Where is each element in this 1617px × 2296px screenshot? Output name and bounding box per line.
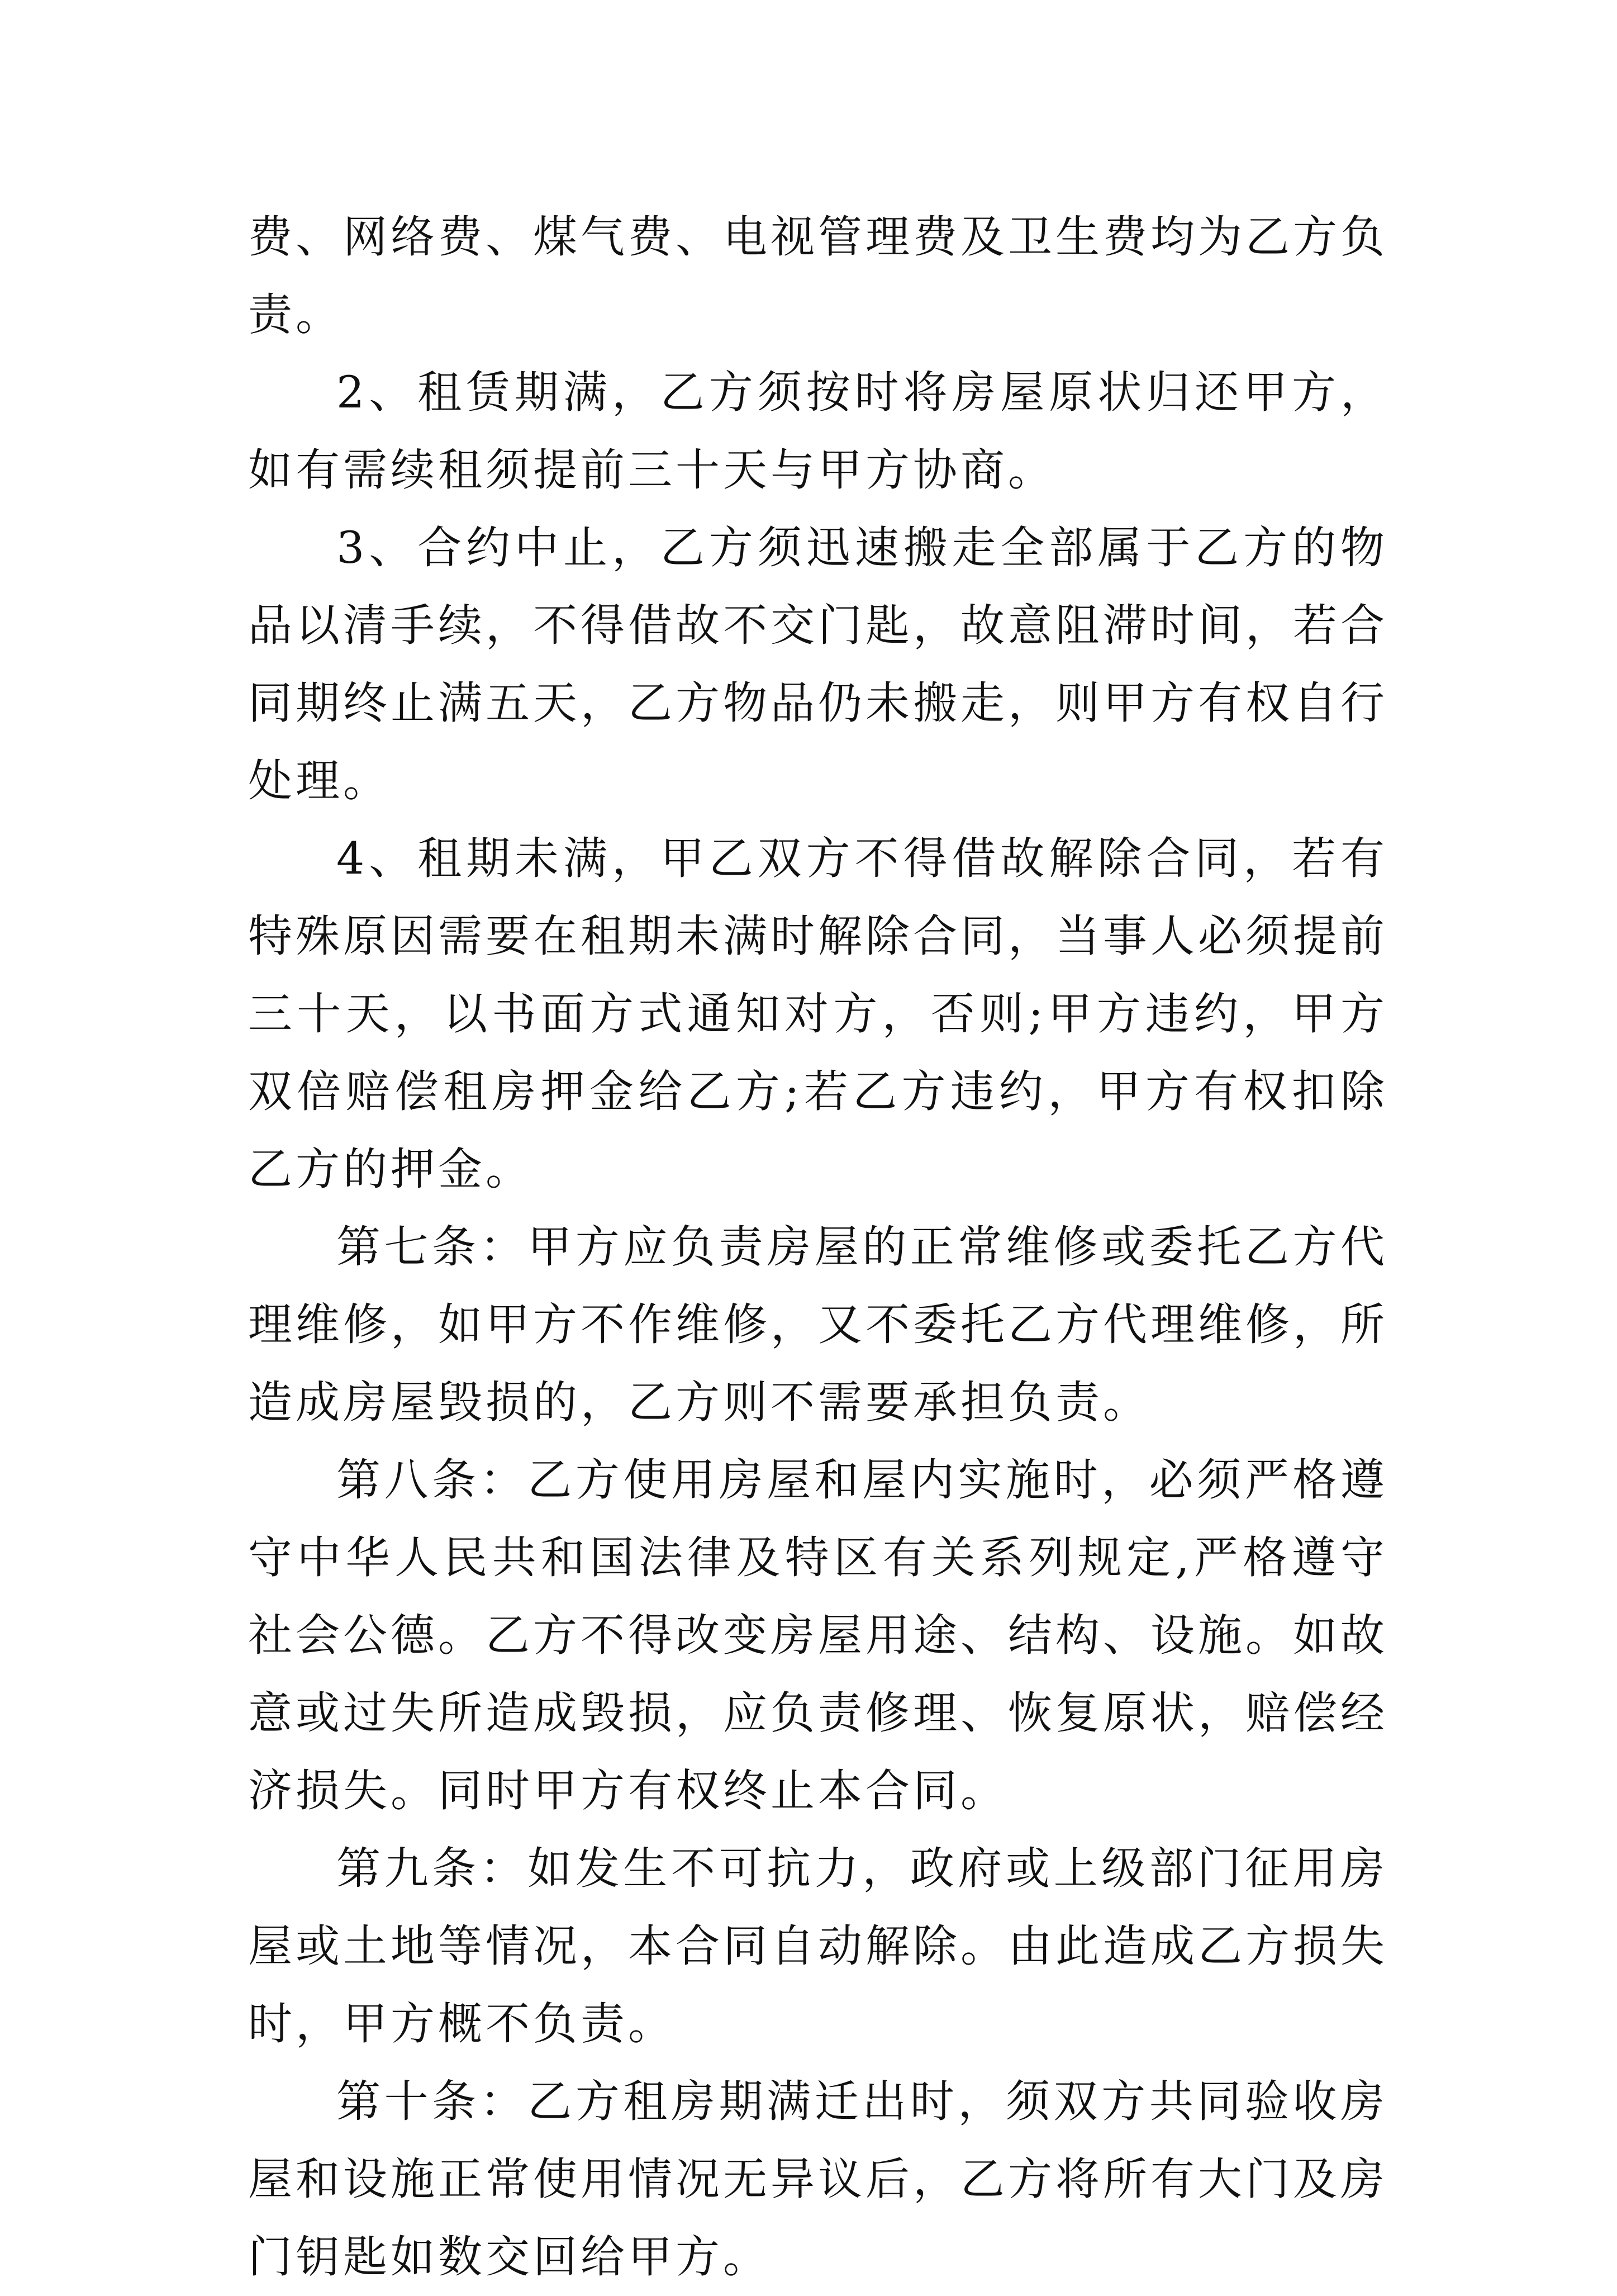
paragraph-fees: 费、网络费、煤气费、电视管理费及卫生费均为乙方负责。 bbox=[248, 211, 1388, 340]
paragraph-article-7: 第七条：甲方应负责房屋的正常维修或委托乙方代理维修，如甲方不作维修，又不委托乙方代理维修，所造成房屋毁损的，乙方则不需要承担负责。 bbox=[248, 1221, 1388, 1428]
paragraph-article-8: 第八条：乙方使用房屋和屋内实施时，必须严格遵守中华人民共和国法律及特区有关系列规定,严格遵守社会公德。乙方不得改变房屋用途、结构、设施。如故意或过失所造成毁损，应负责修理、恢复原状，赔偿经济损失。同时甲方有权终止本合同。 bbox=[248, 1454, 1388, 1816]
contract-body bbox=[248, 198, 1388, 2296]
paragraph-contract-termination: 3、合约中止，乙方须迅速搬走全部属于乙方的物品以清手续，不得借故不交门匙，故意阻滞时间，若合同期终止满五天，乙方物品仍未搬走，则甲方有权自行处理。 bbox=[248, 522, 1388, 807]
paragraph-lease-expiry: 2、租赁期满，乙方须按时将房屋原状归还甲方，如有需续租须提前三十天与甲方协商。 bbox=[248, 367, 1388, 496]
paragraph-article-10: 第十条：乙方租房期满迁出时，须双方共同验收房屋和设施正常使用情况无异议后，乙方将所有大门及房门钥匙如数交回给甲方。 bbox=[248, 2076, 1388, 2283]
paragraph-early-termination: 4、租期未满，甲乙双方不得借故解除合同，若有特殊原因需要在租期未满时解除合同，当事人必须提前三十天，以书面方式通知对方，否则;甲方违约，甲方双倍赔偿租房押金给乙方;若乙方违约，甲方有权扣除乙方的押金。 bbox=[248, 833, 1388, 1195]
paragraph-article-9: 第九条：如发生不可抗力，政府或上级部门征用房屋或土地等情况，本合同自动解除。由此造成乙方损失时，甲方概不负责。 bbox=[248, 1843, 1388, 2050]
